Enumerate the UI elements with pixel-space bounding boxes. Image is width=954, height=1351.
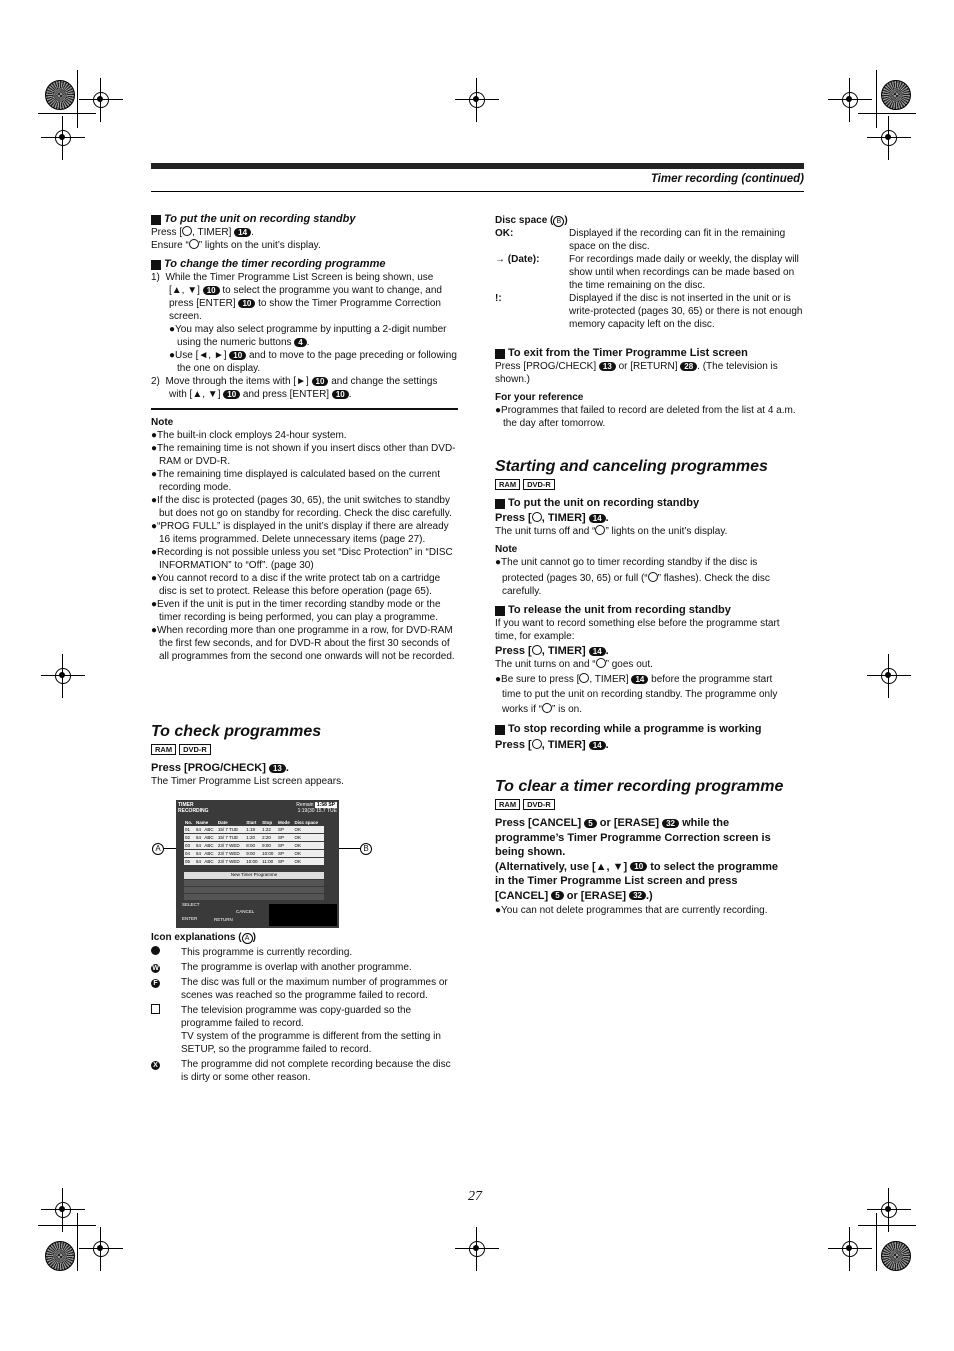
color-target <box>45 1241 75 1271</box>
table-cell: 15/ 7 TUE <box>217 834 245 842</box>
standby-line-1: Press [ , TIMER] 14 . <box>151 227 254 238</box>
change-bullet-2b: the one on display. <box>177 363 261 374</box>
table-cell: OK <box>293 834 324 842</box>
table-cell: ABC <box>203 842 216 850</box>
table-cell: OK <box>293 850 324 858</box>
registration-mark <box>838 1237 862 1261</box>
crop-line <box>858 1225 916 1226</box>
note-list <box>151 429 458 663</box>
sb-heading: To put the unit on recording standby <box>495 497 804 510</box>
clear-title: To clear a timer recording programme <box>495 778 784 795</box>
reference-title: For your reference <box>495 392 584 403</box>
icon-text: The programme did not complete recording because the disc is dirty or some other reason. <box>181 1059 451 1083</box>
exit-heading: To exit from the Timer Programme List screen <box>495 347 804 360</box>
disc-key: !: <box>495 293 502 304</box>
registration-mark <box>51 664 75 688</box>
registration-mark <box>877 126 901 150</box>
table-cell: 02 <box>184 834 195 842</box>
start-title: Starting and canceling programmes <box>495 458 768 475</box>
table-cell: SP <box>277 858 293 866</box>
table-cell: OK <box>293 858 324 866</box>
change-heading: To change the timer recording programme <box>151 258 458 271</box>
table-header: Name <box>196 820 209 825</box>
new-timer-programme: New Timer Programme <box>184 872 324 879</box>
tag-ram: RAM <box>151 744 176 755</box>
header-rule <box>151 191 804 192</box>
icon-text: The programme is overlap with another programme. <box>181 962 412 973</box>
table-header: Disc space <box>294 820 318 825</box>
callout-b: B <box>360 843 372 855</box>
table-row <box>184 826 324 834</box>
timer-icon <box>182 226 192 236</box>
table-cell: 1:20 <box>245 834 261 842</box>
disc-key: → (Date): <box>495 254 540 265</box>
registration-mark <box>51 126 75 150</box>
timer-table <box>184 820 324 866</box>
timer-list-screen: TIMER RECORDING Remain 1:58 SP 1:19(30 15.7 TUE No. Name Date Start Stop Mode Disc space 01 64 ABC 15/ 7 TUE 1:19 1:22 SP OK 02 64 ABC 15/ 7 TUE 1:20 2:20 SP OK 03 64 ABC 23/ 7 WED 8:00 9:00 SP OK 04 64 ABC 23/ 7 WED 9:00 10:00 SP OK 05 64 ABC 23/ 7 WED 10:00 11:00 SP OK New Timer Programme SELECT ENTER RETURN CANCEL <box>176 800 339 928</box>
table-cell: OK <box>293 826 324 834</box>
registration-mark <box>89 1237 113 1261</box>
table-header: Date <box>217 820 228 825</box>
icon-text: The disc was full or the maximum number of programmes or scenes was reached so the programme failed to record. <box>181 977 448 1001</box>
icon-item <box>151 961 458 974</box>
note-item: ●If the disc is protected (pages 30, 65), the unit switches to standby but does not go on standby for recording. Check the disc carefully. <box>151 495 452 519</box>
table-cell: 10:00 <box>261 850 277 858</box>
status-icon <box>151 1004 181 1056</box>
check-title: To check programmes <box>151 723 322 740</box>
icon-explanations: Icon explanations ( A ) This programme is currently recording. W The programme is overlap with another programme. F The disc was full or the maximum number of programmes or scenes was reached so the programme failed to record. The television programme was copy-guarded so the programme failed to record. TV system of the programme is different from the setting in SETUP, so the programme failed to record. X The programme did not complete recording because the disc is dirty or some other reason. <box>151 931 458 1084</box>
change-step-2: 2) Move through the items with [►] 10 and change the settings <box>151 376 438 387</box>
table-cell: 10:00 <box>245 858 261 866</box>
registration-mark <box>838 88 862 112</box>
table-row <box>184 858 324 866</box>
left-column <box>151 213 458 663</box>
note-item: ●You cannot record to a disc if the write protect tab on a cartridge disc is set to protect. Release this before operation (page 65). <box>151 573 441 597</box>
table-cell: 15/ 7 TUE <box>217 826 245 834</box>
reference-text: ●Programmes that failed to record are deleted from the list at 4 a.m. the day after tomorrow. <box>495 405 796 429</box>
icon-item <box>151 946 458 959</box>
disc-row <box>495 292 804 331</box>
status-icon: X <box>151 1058 181 1084</box>
disc-value: Displayed if the recording can fit in the remaining space on the disc. <box>569 228 786 252</box>
table-cell: 64 <box>195 858 203 866</box>
note-item: ●The built-in clock employs 24-hour system. <box>151 430 347 441</box>
registration-mark <box>465 88 489 112</box>
disc-value: For recordings made daily or weekly, the display will show until when recordings can be made based on the time remaining on the disc. <box>569 254 799 291</box>
table-cell: 8:00 <box>245 842 261 850</box>
table-row <box>184 834 324 842</box>
tag-dvdr: DVD-R <box>179 744 211 755</box>
note-item: ●Even if the unit is put in the timer recording standby mode or the timer recording is being performed, you can play a programme. <box>151 599 441 623</box>
note-item: ●“PROG FULL” is displayed in the unit’s display if there are already 16 items programmed. Delete unnecessary items (page 27). <box>151 521 449 545</box>
table-header: Stop <box>262 820 273 825</box>
table-cell: SP <box>277 826 293 834</box>
table-cell: OK <box>293 842 324 850</box>
table-header: Mode <box>278 820 290 825</box>
note-item: ●Recording is not possible unless you set “Disc Protection” in “DISC INFORMATION” to “Off”. (page 30) <box>151 547 453 571</box>
icon-item <box>151 976 458 1002</box>
table-cell: 9:00 <box>261 842 277 850</box>
table-cell: 64 <box>195 842 203 850</box>
right-column: Disc space ( B ) OK: Displayed if the recording can fit in the remaining space on the disc. → (Date): For recordings made daily or weekly, the display will show until when recordings can be made based on the time remaining on the disc. !: Displayed if the disc is not inserted in the unit or is write-protected (pages 30, 65) or there is not enough memory capacity left on the disc. To exit from the Timer Programme List screen Press [PROG/CHECK] 13 or [RETURN] 28 . (The television is shown.) For your reference ●Programmes that failed to record are deleted from the list at 4 a.m. the day after tomorrow. <box>495 215 803 429</box>
disc-row <box>495 227 804 253</box>
crop-line <box>876 1213 877 1271</box>
icon-item <box>151 1058 458 1084</box>
registration-mark <box>51 1198 75 1222</box>
table-cell: ABC <box>203 834 216 842</box>
table-cell: 64 <box>195 850 203 858</box>
crop-line <box>858 113 916 114</box>
standby-heading: To put the unit on recording standby <box>151 213 458 226</box>
change-bullet-2: ●Use [◄, ►] 10 and to move to the page preceding or following <box>169 350 457 361</box>
change-step-1b: [▲, ▼] 10 to select the programme you want to change, and <box>169 285 442 296</box>
change-step-1c: press [ENTER] 10 to show the Timer Programme Correction <box>169 298 441 309</box>
table-cell: SP <box>277 842 293 850</box>
icon-text: This programme is currently recording. <box>181 947 353 958</box>
change-step-1d: screen. <box>169 311 202 322</box>
icon-text: The television programme was copy-guarded so the programme failed to record. TV system of the programme is different from the setting in SETUP, so the programme failed to record. <box>181 1005 441 1055</box>
table-cell: ABC <box>203 858 216 866</box>
table-header: No. <box>185 820 193 825</box>
table-cell: 1:19 <box>245 826 261 834</box>
table-cell: 64 <box>195 826 203 834</box>
crop-line <box>38 113 96 114</box>
table-cell: SP <box>277 834 293 842</box>
standby-line-2: Ensure “ ” lights on the unit’s display. <box>151 240 321 251</box>
change-step-1: 1) While the Timer Programme List Screen is being shown, use <box>151 272 434 283</box>
stop-heading: To stop recording while a programme is working <box>495 723 804 736</box>
section-header: Timer recording (continued) <box>650 173 804 185</box>
start-section: Starting and canceling programmes RAM DVD-R To put the unit on recording standby Press [ , TIMER] 14 . The unit turns off and “ ” lights on the unit’s display. Note ●The unit cannot go to timer recording standby if the disc is protected (pages 30, 65) or full (“ ” flashes). Check the disc carefully. To release the unit from recording standby If you want to record something else before the programme start time, for example: Press [ , TIMER] 14 . The unit turns on and “ ” goes out. ●Be sure to press [ , TIMER] 14 before the programme start time to put the unit on recording standby. The programme only works if “ ” is on. To stop recording while a programme is working Press [ , TIMER] 14 . <box>495 458 804 752</box>
color-target <box>881 80 911 110</box>
note-item: ●The remaining time is not shown if you insert discs other than DVD-RAM or DVD-R. <box>151 443 456 467</box>
crop-line <box>77 1213 78 1271</box>
table-cell: 11:00 <box>261 858 277 866</box>
table-cell: 03 <box>184 842 195 850</box>
status-icon: F <box>151 976 181 1002</box>
table-cell: 23/ 7 WED <box>217 858 245 866</box>
note-title: Note <box>151 417 174 428</box>
table-row <box>184 842 324 850</box>
color-target <box>45 80 75 110</box>
crop-line <box>38 1225 96 1226</box>
change-bullet-1b: using the numeric buttons 4 . <box>177 337 310 348</box>
note-item: ●When recording more than one programme in a row, for DVD-RAM the first few seconds, and for DVD-R about the first 30 seconds of all programmes from the second one onwards will not be recorded. <box>151 625 455 662</box>
note-item: ●The remaining time displayed is calculated based on the current recording mode. <box>151 469 440 493</box>
empty-rows <box>184 880 324 900</box>
color-target <box>881 1241 911 1271</box>
table-row <box>184 850 324 858</box>
table-cell: 1:22 <box>261 826 277 834</box>
crop-line <box>876 70 877 128</box>
change-step-2b: with [▲, ▼] 10 and press [ENTER] 10 . <box>169 389 352 400</box>
check-appears: The Timer Programme List screen appears. <box>151 776 344 787</box>
disc-key: OK: <box>495 228 514 239</box>
table-cell: 01 <box>184 826 195 834</box>
table-cell: 9:00 <box>245 850 261 858</box>
crop-line <box>77 70 78 128</box>
table-cell: 04 <box>184 850 195 858</box>
timer-icon <box>189 239 199 249</box>
table-cell: 64 <box>195 834 203 842</box>
table-cell: ABC <box>203 826 216 834</box>
change-bullet-1: ●You may also select programme by inputting a 2-digit number <box>169 324 447 335</box>
disc-value: Displayed if the disc is not inserted in the unit or is write-protected (pages 30, 65) or there is not enough memory capacity left on the disc. <box>569 293 803 330</box>
table-cell: 23/ 7 WED <box>217 850 245 858</box>
clear-section: To clear a timer recording programme RAM DVD-R Press [CANCEL] 5 or [ERASE] 32 while the programme’s Timer Programme Correction screen is being shown. (Alternatively, use [▲, ▼] 10 to select the programme in the Timer Programme List screen and press [CANCEL] 5 or [ERASE] 32 .) ●You can not delete programmes that are currently recording. <box>495 778 804 917</box>
callout-a: A <box>152 843 164 855</box>
note-rule <box>151 408 458 410</box>
registration-mark <box>465 1237 489 1261</box>
status-icon: W <box>152 965 159 972</box>
disc-row <box>495 253 804 292</box>
icon-item <box>151 1004 458 1056</box>
table-cell: 05 <box>184 858 195 866</box>
table-cell: ABC <box>203 850 216 858</box>
table-cell: 2:20 <box>261 834 277 842</box>
header-bar <box>151 163 804 169</box>
check-press: Press [PROG/CHECK] 13 . <box>151 762 289 774</box>
status-icon <box>151 946 181 959</box>
registration-mark <box>877 664 901 688</box>
table-cell: 23/ 7 WED <box>217 842 245 850</box>
table-header: Start <box>246 820 257 825</box>
check-section <box>151 723 458 788</box>
registration-mark <box>877 1198 901 1222</box>
page-number: 27 <box>468 1189 482 1204</box>
table-cell: SP <box>277 850 293 858</box>
registration-mark <box>89 88 113 112</box>
release-heading: To release the unit from recording standby <box>495 604 804 617</box>
disc-title: Disc space ( B ) <box>495 215 568 226</box>
